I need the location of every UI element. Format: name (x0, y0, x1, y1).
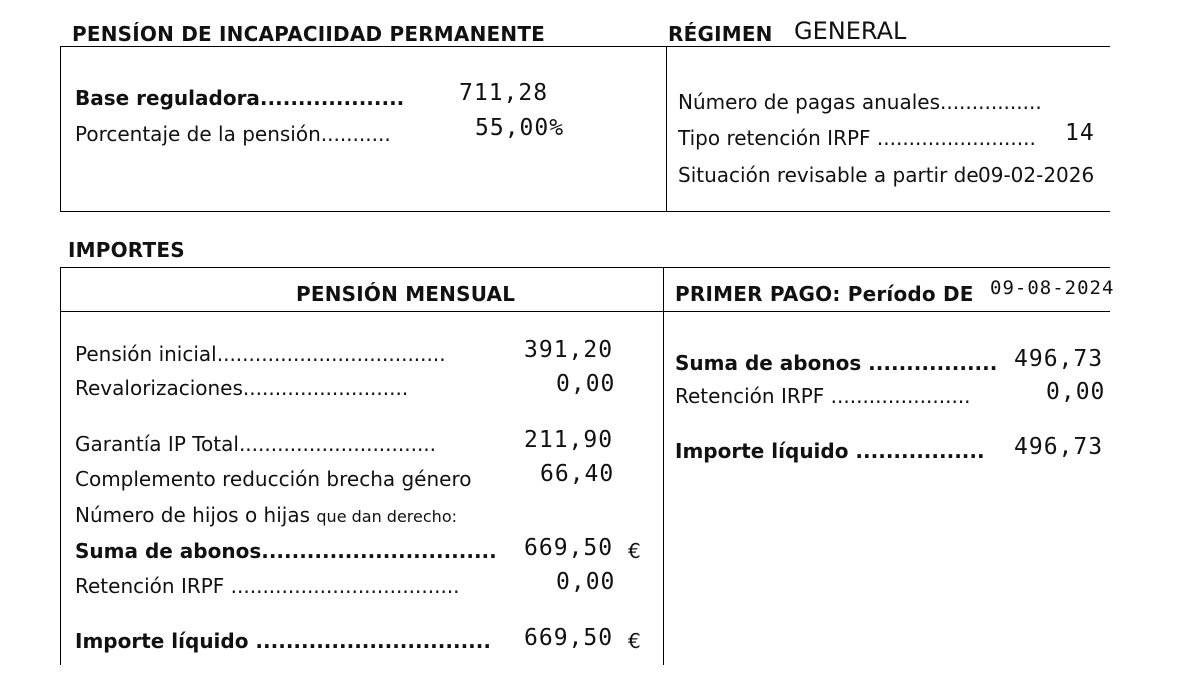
numero-hijos-label-main: Número de hijos o hijas (75, 503, 311, 527)
base-reguladora-value: 711,28 (459, 80, 549, 106)
primer-pago-date: 09-08-2024 (990, 277, 1115, 299)
brecha-genero-label: Complemento reducción brecha género (75, 467, 472, 491)
brecha-genero-value: 66,40 (540, 461, 615, 487)
top-box-divider (666, 46, 667, 212)
importes-left-border (60, 267, 61, 665)
tipo-retencion-label: Tipo retención IRPF ......................... (678, 126, 1036, 150)
garantia-ip-label: Garantía IP Total............................... (75, 432, 437, 456)
importe-liquido-mensual-value: 669,50 (524, 625, 614, 651)
importes-title: IMPORTES (68, 238, 185, 262)
top-box-left-border (60, 46, 61, 212)
retencion-irpf-primer-label: Retención IRPF ...................... (675, 384, 971, 408)
pension-inicial-label: Pensión inicial.................................... (75, 342, 446, 366)
regimen-value: GENERAL (794, 17, 907, 45)
top-box-bottom-border (60, 211, 1110, 212)
revisable-date: 09-02-2026 (978, 163, 1095, 187)
revisable-label: Situación revisable a partir de (678, 163, 979, 187)
retencion-irpf-primer-value: 0,00 (1046, 379, 1106, 405)
suma-abonos-mensual-value: 669,50 (524, 535, 614, 561)
numero-hijos-label-small: que dan derecho: (316, 507, 457, 526)
retencion-irpf-mensual-value: 0,00 (556, 569, 616, 595)
importe-liquido-primer-label: Importe líquido ................. (675, 439, 985, 463)
revalorizaciones-value: 0,00 (556, 371, 616, 397)
importe-liquido-mensual-label: Importe líquido ............................... (75, 629, 491, 653)
suma-abonos-mensual-currency: € (628, 539, 641, 563)
suma-abonos-mensual-label: Suma de abonos............................... (75, 539, 497, 563)
porcentaje-label: Porcentaje de la pensión........... (75, 122, 391, 146)
suma-abonos-primer-label: Suma de abonos ................. (675, 351, 998, 375)
retencion-irpf-mensual-label: Retención IRPF .................................... (75, 574, 460, 598)
importe-liquido-mensual-currency: € (628, 629, 641, 653)
pension-inicial-value: 391,20 (524, 337, 614, 363)
tipo-retencion-value: 14 (1065, 120, 1095, 146)
header-rule (60, 46, 1110, 47)
document-title: PENSÍON DE INCAPACIIDAD PERMANENTE (72, 22, 546, 46)
importes-top-border (60, 267, 1110, 268)
porcentaje-value: 55,00% (475, 115, 565, 141)
importe-liquido-primer-value: 496,73 (1014, 434, 1104, 460)
importes-divider (663, 267, 664, 665)
pension-mensual-header: PENSIÓN MENSUAL (296, 282, 516, 306)
suma-abonos-primer-value: 496,73 (1014, 346, 1104, 372)
pagas-anuales-label: Número de pagas anuales................ (678, 90, 1042, 114)
base-reguladora-label: Base reguladora................... (75, 86, 405, 110)
garantia-ip-value: 211,90 (524, 427, 614, 453)
importes-header-rule (60, 311, 1110, 312)
regimen-label: RÉGIMEN (668, 22, 773, 46)
numero-hijos-label (75, 503, 457, 527)
revalorizaciones-label: Revalorizaciones.......................... (75, 376, 409, 400)
primer-pago-header: PRIMER PAGO: Período DE (675, 282, 974, 306)
